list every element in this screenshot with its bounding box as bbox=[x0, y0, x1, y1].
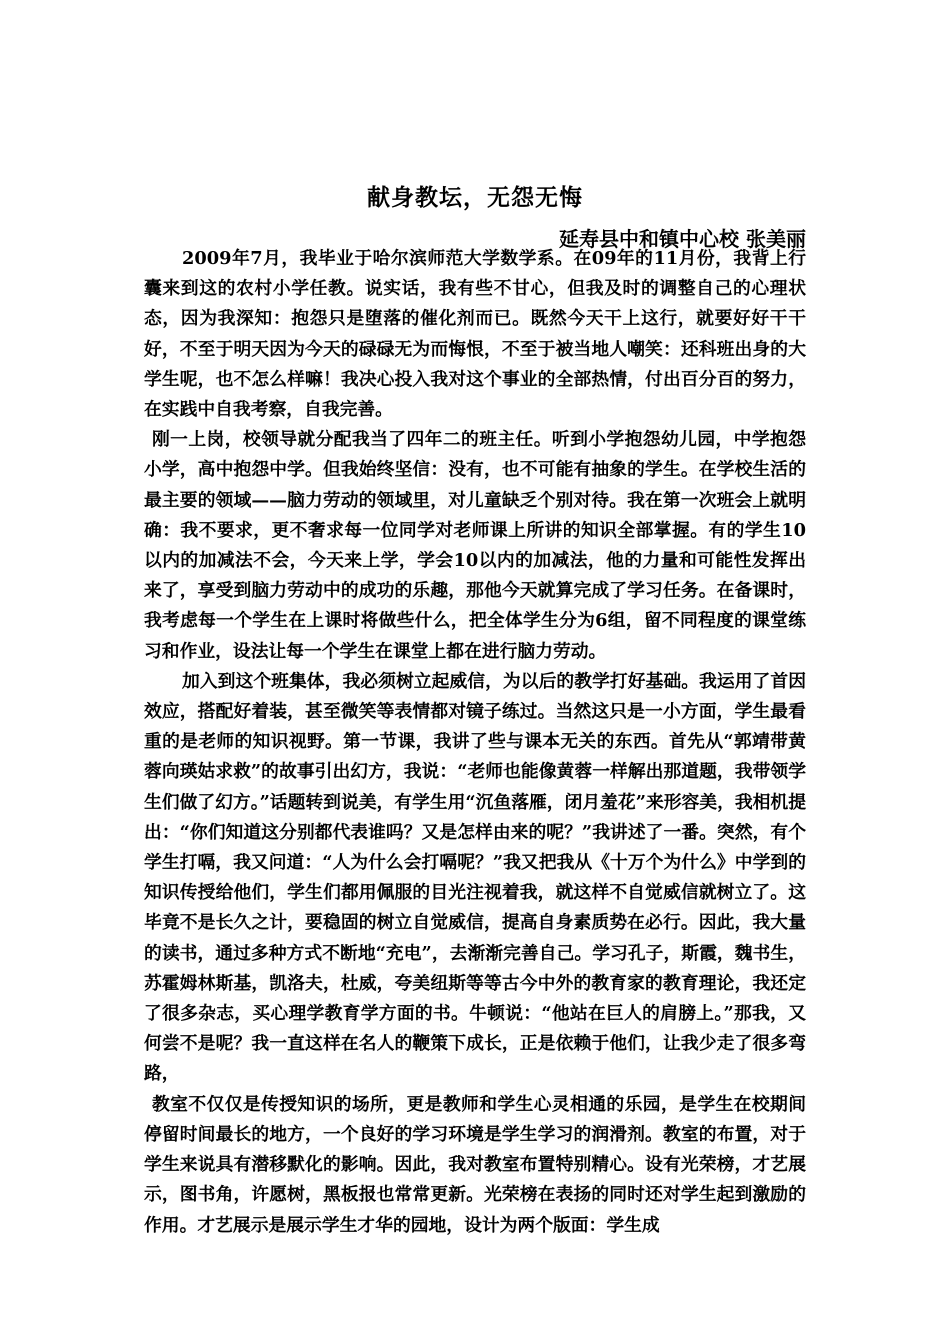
document-body bbox=[144, 244, 806, 1241]
paragraph-3: 加入到这个班集体，我必须树立起威信，为以后的教学打好基础。我运用了首因效应，搭配好着装，甚至微笑等表情都对镜子练过。当然这只是一小方面，学生最看重的是老师的知识视野。第一节课，我讲了些与课本无关的东西。首先从“郭靖带黄蓉向瑛姑求救”的故事引出幻方，我说：“老师也能像黄蓉一样解出那道题，我带领学生们做了幻方。”话题转到说美，有学生用“沉鱼落雁，闭月羞花”来形容美，我相机提出：“你们知道这分别都代表谁吗？又是怎样由来的呢？”我讲述了一番。突然，有个学生打嗝，我又问道：“人为什么会打嗝呢？”我又把我从《十万个为什么》中学到的知识传授给他们，学生们都用佩服的目光注视着我，就这样不自觉威信就树立了。这毕竟不是长久之计，要稳固的树立自觉威信，提高自身素质势在必行。因此，我大量的读书，通过多种方式不断地“充电”，去渐渐完善自己。学习孔子，斯霞，魏书生，苏霍姆林斯基，凯洛夫，杜威，夸美纽斯等等古今中外的教育家的教育理论，我还定了很多杂志，买心理学教育学方面的书。牛顿说：“他站在巨人的肩膀上。”那我，又何尝不是呢？我一直这样在名人的鞭策下成长，正是依赖于他们，让我少走了很多弯路， bbox=[144, 670, 806, 1085]
paragraph-1: 2009年7月，我毕业于哈尔滨师范大学数学系。在09年的11月份，我背上行囊来到这的农村小学任教。说实话，我有些不甘心，但我及时的调整自己的心理状态，因为我深知：抱怨只是堕落的催化剂而已。既然今天干上这行，就要好好干干好，不至于明天因为今天的碌碌无为而悔恨，不至于被当地人嘲笑：还科班出身的大学生呢，也不怎么样嘛！我决心投入我对这个事业的全部热情，付出百分百的努力，在实践中自我考察，自我完善。 bbox=[144, 248, 806, 421]
document-title: 献身教坛，无怨无悔 bbox=[367, 184, 583, 211]
paragraph-4: 教室不仅仅是传授知识的场所，更是教师和学生心灵相通的乐园，是学生在校期间停留时间最长的地方，一个良好的学习环境是学生学习的润滑剂。教室的布置，对于学生来说具有潜移默化的影响。因此，我对教室布置特别精心。设有光荣榜，才艺展示，图书角，许愿树，黑板报也常常更新。光荣榜在表扬的同时还对学生起到激励的作用。才艺展示是展示学生才华的园地，设计为两个版面：学生成 bbox=[144, 1093, 806, 1236]
document-author: 延寿县中和镇中心校 张美丽 bbox=[559, 227, 806, 251]
paragraph-2: 刚一上岗，校领导就分配我当了四年二的班主任。听到小学抱怨幼儿园，中学抱怨小学，高中抱怨中学。但我始终坚信：没有，也不可能有抽象的学生。在学校生活的最主要的领域——脑力劳动的领域里，对儿童缺乏个别对待。我在第一次班会上就明确：我不要求，更不奢求每一位同学对老师课上所讲的知识全部掌握。有的学生10以内的加减法不会，今天来上学，学会10以内的加减法，他的力量和可能性发挥出来了，享受到脑力劳动中的成功的乐趣，那他今天就算完成了学习任务。在备课时，我考虑每一个学生在上课时将做些什么，把全体学生分为6组，留不同程度的课堂练习和作业，设法让每一个学生在课堂上都在进行脑力劳动。 bbox=[144, 429, 806, 662]
